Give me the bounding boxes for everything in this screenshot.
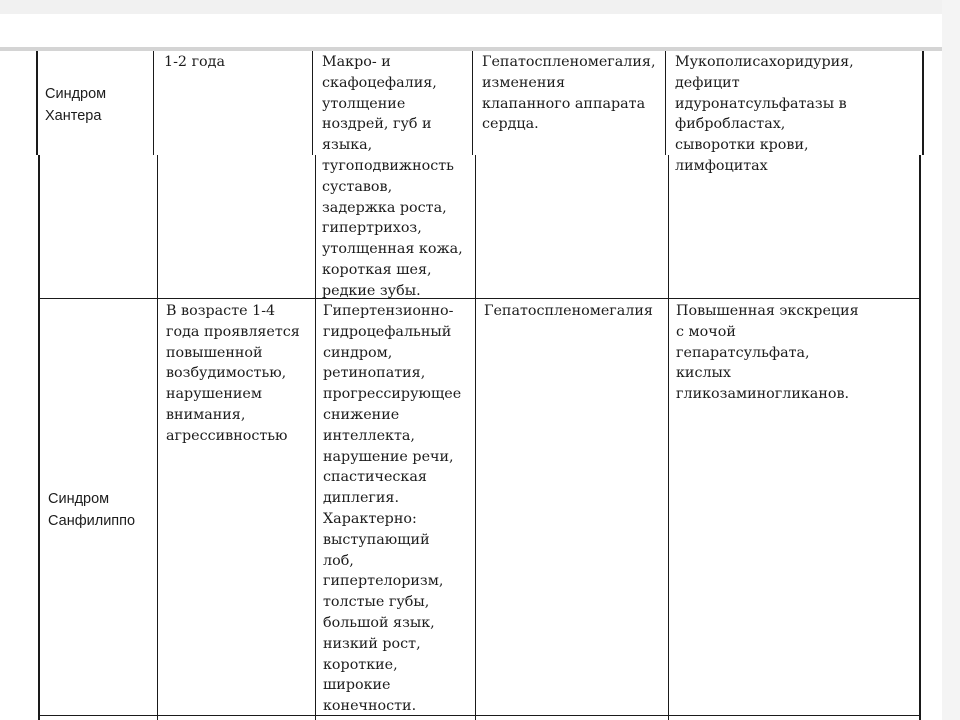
cell-line: фибробластах,	[675, 116, 786, 133]
cell-line: утолщенная кожа,	[322, 241, 463, 258]
cell-line: снижение	[323, 406, 400, 423]
top-divider-bar	[0, 47, 942, 51]
cell-line: с мочой	[676, 323, 736, 340]
cell-line: Гепатоспленомегалия	[484, 303, 653, 319]
row1-syndrome-name	[45, 83, 106, 127]
cell-line: задержка роста,	[322, 199, 447, 216]
cell-line: Повышенная экскреция	[676, 303, 859, 319]
cell-line: Мукополисахоридурия,	[675, 54, 854, 70]
grid-line-right	[922, 51, 924, 155]
grid-line-right-lower	[919, 155, 921, 720]
grid-line-col5	[665, 51, 666, 155]
cell-line: нарушением	[166, 386, 263, 403]
cell-line: внимания,	[166, 406, 246, 423]
row2-organ-changes	[484, 301, 653, 322]
cell-line: сердца.	[482, 116, 539, 133]
row2-lab-findings	[676, 301, 859, 405]
cell-line: скафоцефалия,	[322, 74, 437, 91]
cell-line: низкий рост,	[323, 635, 421, 652]
cell-line: языка,	[322, 137, 373, 154]
cell-line: лимфоцитах	[675, 157, 768, 174]
cell-line: Хантера	[45, 108, 102, 124]
cell-line: суставов,	[322, 178, 393, 195]
cell-line: года проявляется	[166, 323, 300, 340]
row1-onset-age	[164, 52, 225, 73]
row1-clinical-features	[322, 52, 463, 302]
row1-organ-changes	[482, 52, 655, 135]
grid-line-col3	[312, 51, 313, 155]
cell-line: тугоподвижность	[322, 157, 454, 174]
cell-line: агрессивностью	[166, 427, 288, 444]
row-separator-1	[38, 298, 921, 299]
cell-line: гипертрихоз,	[322, 220, 422, 237]
grid-line-col4	[472, 51, 473, 155]
row1-lab-findings	[675, 52, 854, 177]
grid-line-col2	[153, 51, 154, 155]
cell-line: Синдром	[45, 86, 107, 102]
row2-onset-age	[166, 301, 300, 447]
cell-line: конечности.	[323, 698, 417, 715]
grid-line-col5-lower	[668, 155, 669, 720]
cell-line: большой язык,	[323, 614, 435, 631]
cell-line: прогрессирующее	[323, 386, 462, 403]
cell-line: синдром,	[323, 344, 393, 361]
cell-line: В возрасте 1-4	[166, 303, 276, 319]
cell-line: возбудимостью,	[166, 365, 287, 382]
cell-line: гликозаминогликанов.	[676, 386, 850, 403]
grid-line-col2-lower	[157, 155, 158, 720]
cell-line: выступающий	[323, 531, 430, 548]
cell-line: кислых	[676, 365, 731, 382]
cell-line: диплегия.	[323, 490, 399, 507]
cell-line: Синдром	[48, 491, 110, 507]
cell-line: редкие зубы.	[322, 282, 421, 299]
cell-line: толстые губы,	[323, 594, 430, 611]
grid-line-col3-lower	[315, 155, 316, 720]
cell-line: широкие	[323, 677, 391, 694]
cell-line: дефицит	[675, 74, 740, 91]
cell-line: нарушение речи,	[323, 448, 454, 465]
cell-line: Гипертензионно-	[323, 303, 454, 319]
cell-line: сыворотки крови,	[675, 137, 809, 154]
grid-line-left	[36, 51, 38, 155]
cell-line: утолщение	[322, 95, 406, 112]
cell-line: лоб,	[323, 552, 354, 569]
grid-line-col4-lower	[475, 155, 476, 720]
cell-line: Характерно:	[323, 510, 417, 527]
cell-line: интеллекта,	[323, 427, 415, 444]
row-separator-2	[38, 715, 921, 716]
cell-line: короткая шея,	[322, 261, 432, 278]
grid-line-left-lower	[38, 155, 40, 720]
cell-line: гидроцефальный	[323, 323, 452, 340]
cell-line: ретинопатия,	[323, 365, 426, 382]
cell-line: 1-2 года	[164, 54, 225, 70]
right-margin-band	[942, 0, 960, 720]
cell-line: клапанного аппарата	[482, 95, 646, 112]
cell-line: Санфилиппо	[48, 513, 136, 529]
cell-line: Макро- и	[322, 54, 391, 70]
cell-line: гепаратсульфата,	[676, 344, 810, 361]
row2-syndrome-name	[48, 488, 135, 532]
cell-line: спастическая	[323, 469, 427, 486]
cell-line: ноздрей, губ и	[322, 116, 432, 133]
cell-line: изменения	[482, 74, 565, 91]
cell-line: Гепатоспленомегалия,	[482, 54, 656, 70]
cell-line: идуронатсульфатазы в	[675, 95, 847, 112]
row2-clinical-features	[323, 301, 461, 717]
cell-line: повышенной	[166, 344, 263, 361]
cell-line: короткие,	[323, 656, 398, 673]
cell-line: гипертелоризм,	[323, 573, 444, 590]
